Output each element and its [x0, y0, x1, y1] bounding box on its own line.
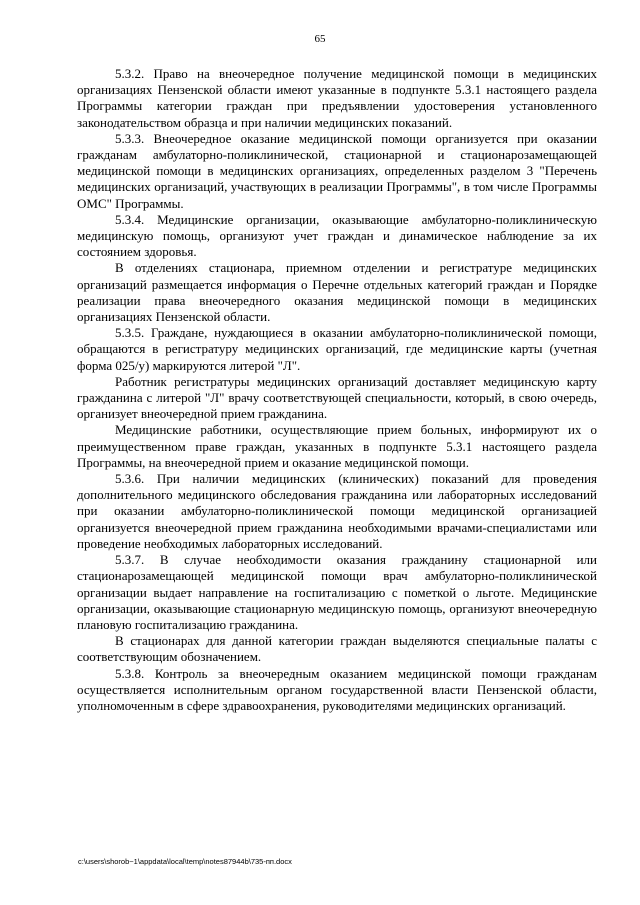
document-body — [77, 66, 597, 714]
paragraph-5-3-8: 5.3.8. Контроль за внеочередным оказанием медицинской помощи гражданам осуществляется исполнительным органом государственной власти Пензенской области, уполномоченным в сфере здравоохранения, руководителями медицинских организаций. — [77, 665, 597, 713]
paragraph-5-3-3: 5.3.3. Внеочередное оказание медицинской помощи организуется при оказании гражданам амбулаторно-поликлинической, стационарной и стационарозамещающей медицинской помощи в медицинских организациях, определенных разделом 3 "Перечень медицинских организаций, участвующих в реализации Программы", в том числе Программы ОМС" Программы. — [77, 130, 597, 211]
paragraph-5-3-6: 5.3.6. При наличии медицинских (клинических) показаний для проведения дополнительного медицинского обследования гражданина или лабораторных исследований при оказании амбулаторно-поликлинической помощи медицинской организацией организуется внеочередной прием гражданина необходимыми врачами-специалистами или проведение необходимых лабораторных исследований. — [77, 471, 597, 551]
page-number: 65 — [314, 33, 326, 45]
paragraph-special-wards: В стационарах для данной категории граждан выделяются специальные палаты с соответствующим обозначением. — [77, 633, 597, 665]
paragraph-medical-workers: Медицинские работники, осуществляющие прием больных, информируют их о преимущественном праве граждан, указанных в подпункте 5.3.1 настоящего раздела Программы, на внеочередной прием и оказание медицинской помощи. — [77, 422, 597, 470]
paragraph-registry-worker: Работник регистратуры медицинских организаций доставляет медицинскую карту гражданина с литерой "Л" врачу соответствующей специальности, который, в свою очередь, организует внеочередной прием гражданина. — [77, 373, 597, 422]
paragraph-5-3-5: 5.3.5. Граждане, нуждающиеся в оказании амбулаторно-поликлинической помощи, обращаются в регистратуру медицинских организаций, где медицинские карты (учетная форма 025/у) маркируются литерой "Л". — [77, 325, 597, 373]
paragraph-5-3-4: 5.3.4. Медицинские организации, оказывающие амбулаторно-поликлиническую медицинскую помощь, организуют учет граждан и динамическое наблюдение за их состоянием здоровья. — [77, 211, 597, 260]
paragraph-5-3-2: 5.3.2. Право на внеочередное получение медицинской помощи в медицинских организациях Пензенской области имеют указанные в подпункте 5.3.1 настоящего раздела Программы категории граждан при предъявлении удостоверения установленного законодательством образца и при наличии медицинских показаний. — [77, 66, 597, 130]
paragraph-5-3-7: 5.3.7. В случае необходимости оказания гражданину стационарной или стационарозамещающей медицинской помощи врач амбулаторно-поликлинической организации выдает направление на госпитализацию с пометкой о льготе. Медицинские организации, оказывающие стационарную медицинскую помощь, организуют внеочередную плановую госпитализацию гражданина. — [77, 552, 597, 632]
paragraph-information-placement: В отделениях стационара, приемном отделении и регистратуре медицинских организаций размещается информация о Перечне отдельных категорий граждан и Порядке реализации права внеочередного оказания медицинской помощи в медицинских организациях Пензенской области. — [77, 260, 597, 325]
footer-file-path: c:\users\shorob~1\appdata\local\temp\notes87944b\735-пп.docx — [78, 857, 292, 866]
